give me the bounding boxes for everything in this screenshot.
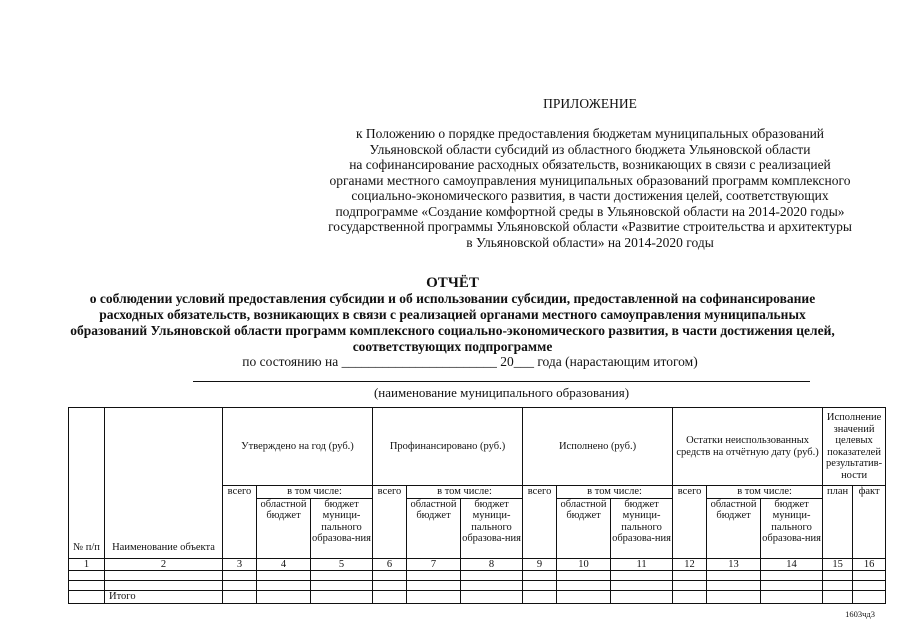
appendix-line: подпрограмме «Создание комфортной среды в Ульяновской области на 2014-2020 годы» <box>335 203 845 219</box>
appendix-line: на софинансирование расходных обязательств, возникающих в связи с реализацией <box>349 157 831 172</box>
appendix-line: Ульяновской области субсидий из областного бюджета Ульяновской области <box>369 141 811 157</box>
header-total: всего <box>673 486 707 559</box>
header-remains: Остатки неиспользованных средств на отчётную дату (руб.) <box>673 408 823 486</box>
header-total: всего <box>523 486 557 559</box>
report-subtitle-line: соответствующих подпрограмме <box>352 339 553 354</box>
column-number: 12 <box>673 558 707 571</box>
report-title: ОТЧЁТ <box>426 275 479 291</box>
header-indicators: Исполнение значений целевых показателей результатив-ности <box>823 408 886 486</box>
appendix-line: в Ульяновской области» на 2014-2020 годы <box>466 234 714 250</box>
header-approved: Утверждено на год (руб.) <box>223 408 373 486</box>
column-number: 13 <box>707 558 761 571</box>
total-row <box>69 591 886 604</box>
header-including: в том числе: <box>707 486 823 499</box>
header-executed: Исполнено (руб.) <box>523 408 673 486</box>
report-subtitle-line: о соблюдении условий предоставления субсидии и об использовании субсидии, предоставленной на софинансирование <box>89 291 816 306</box>
header-regional-budget: областной бюджет <box>257 498 311 558</box>
header-row-number: № п/п <box>69 408 105 559</box>
report-subtitle-line: расходных обязательств, возникающих в связи с реализацией органами местного самоуправления муниципальных <box>99 307 806 322</box>
document-code: 1603чд3 <box>845 609 875 619</box>
header-including: в том числе: <box>257 486 373 499</box>
appendix-line: социально-экономического развития, в части достижения целей, соответствующих <box>351 188 829 203</box>
column-number: 6 <box>373 558 407 571</box>
column-number: 3 <box>223 558 257 571</box>
column-number: 2 <box>105 558 223 571</box>
municipality-caption: (наименование муниципального образования) <box>373 385 630 400</box>
header-including: в том числе: <box>557 486 673 499</box>
header-municipal-budget: бюджет муници-пального образова-ния <box>761 498 823 558</box>
appendix-line: государственной программы Ульяновской области «Развитие строительства и архитектуры <box>328 219 852 234</box>
header-regional-budget: областной бюджет <box>707 498 761 558</box>
header-regional-budget: областной бюджет <box>557 498 611 558</box>
municipality-fill-line <box>193 381 810 382</box>
appendix-line: к Положению о порядке предоставления бюджетам муниципальных образований <box>355 126 825 141</box>
total-row-label: Итого <box>105 591 223 604</box>
report-table <box>68 407 886 604</box>
appendix-text <box>300 126 880 250</box>
appendix-line: органами местного самоуправления муниципальных образований программ комплексного <box>329 172 851 188</box>
empty-data-row <box>69 581 886 591</box>
header-total: всего <box>373 486 407 559</box>
column-number: 14 <box>761 558 823 571</box>
report-subtitle-line: образований Ульяновской области программ комплексного социально-экономического развития, в части достижения целей, <box>70 323 835 338</box>
column-number: 15 <box>823 558 853 571</box>
header-fact: факт <box>853 486 886 559</box>
column-number-row <box>69 558 886 571</box>
report-subtitle <box>30 291 875 355</box>
column-number: 8 <box>461 558 523 571</box>
header-municipal-budget: бюджет муници-пального образова-ния <box>611 498 673 558</box>
column-number: 10 <box>557 558 611 571</box>
as-of-date-line: по состоянию на _______________________ 20___ года (нарастающим итогом) <box>242 354 698 369</box>
column-number: 7 <box>407 558 461 571</box>
column-number: 4 <box>257 558 311 571</box>
column-number: 1 <box>69 558 105 571</box>
column-number: 16 <box>853 558 886 571</box>
header-plan: план <box>823 486 853 559</box>
header-regional-budget: областной бюджет <box>407 498 461 558</box>
appendix-title: ПРИЛОЖЕНИЕ <box>543 96 637 111</box>
header-municipal-budget: бюджет муници-пального образова-ния <box>461 498 523 558</box>
empty-data-row <box>69 571 886 581</box>
column-number: 11 <box>611 558 673 571</box>
header-object-name: Наименование объекта <box>105 408 223 559</box>
header-total: всего <box>223 486 257 559</box>
header-municipal-budget: бюджет муници-пального образова-ния <box>311 498 373 558</box>
header-financed: Профинансировано (руб.) <box>373 408 523 486</box>
column-number: 9 <box>523 558 557 571</box>
header-including: в том числе: <box>407 486 523 499</box>
column-number: 5 <box>311 558 373 571</box>
